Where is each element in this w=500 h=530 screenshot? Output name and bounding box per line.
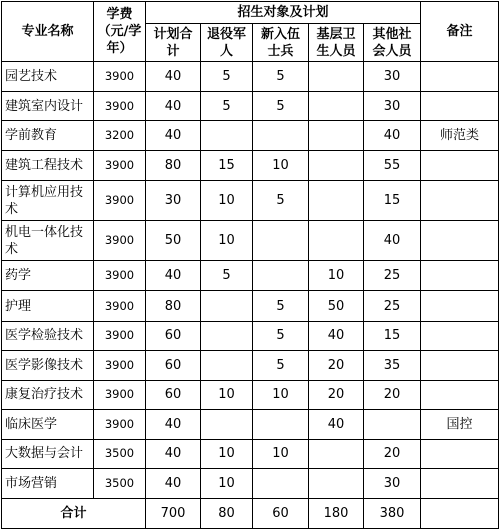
major-name: 计算机应用技术	[2, 181, 94, 221]
new-soldiers-count: 10	[253, 439, 309, 468]
table-row	[2, 151, 499, 181]
remark	[421, 439, 499, 468]
header-grassroots-health: 基层卫生人员	[309, 24, 364, 62]
grassroots-count	[309, 121, 364, 151]
major-name: 市场营销	[2, 468, 94, 498]
remark	[421, 350, 499, 380]
plan-total: 40	[146, 92, 201, 121]
total-veterans: 80	[201, 499, 253, 529]
grassroots-count: 10	[309, 261, 364, 291]
total-label: 合计	[2, 499, 146, 529]
major-name: 临床医学	[2, 409, 94, 439]
table-row	[2, 261, 499, 291]
others-count: 40	[364, 121, 421, 151]
tuition-fee: 3900	[94, 380, 146, 409]
total-remark	[421, 499, 499, 529]
table-row	[2, 62, 499, 92]
remark	[421, 151, 499, 181]
veterans-count: 10	[201, 221, 253, 261]
others-count: 30	[364, 62, 421, 92]
tuition-fee: 3900	[94, 321, 146, 350]
tuition-fee: 3900	[94, 350, 146, 380]
tuition-fee: 3500	[94, 468, 146, 498]
tuition-fee: 3900	[94, 291, 146, 321]
table-row	[2, 439, 499, 468]
remark: 国控	[421, 409, 499, 439]
total-row	[2, 499, 499, 529]
major-name: 学前教育	[2, 121, 94, 151]
major-name: 药学	[2, 261, 94, 291]
grassroots-count	[309, 62, 364, 92]
tuition-fee: 3900	[94, 409, 146, 439]
grassroots-count	[309, 181, 364, 221]
remark	[421, 92, 499, 121]
grassroots-count	[309, 151, 364, 181]
major-name: 园艺技术	[2, 62, 94, 92]
plan-total: 80	[146, 151, 201, 181]
tuition-fee: 3900	[94, 261, 146, 291]
new-soldiers-count: 5	[253, 291, 309, 321]
header-plan-total: 计划合计	[146, 24, 201, 62]
table-row	[2, 321, 499, 350]
total-grassroots: 180	[309, 499, 364, 529]
header-target-group: 招生对象及计划	[146, 2, 421, 24]
new-soldiers-count: 5	[253, 62, 309, 92]
header-remark: 备注	[421, 2, 499, 62]
others-count: 30	[364, 92, 421, 121]
header-name: 专业名称	[2, 2, 94, 62]
grassroots-count: 20	[309, 350, 364, 380]
header-row-top	[2, 2, 499, 24]
major-name: 医学检验技术	[2, 321, 94, 350]
others-count	[364, 409, 421, 439]
veterans-count: 10	[201, 439, 253, 468]
header-others: 其他社会人员	[364, 24, 421, 62]
remark	[421, 221, 499, 261]
plan-total: 40	[146, 468, 201, 498]
tuition-fee: 3900	[94, 221, 146, 261]
others-count: 15	[364, 181, 421, 221]
table-row	[2, 221, 499, 261]
remark	[421, 261, 499, 291]
veterans-count: 5	[201, 261, 253, 291]
grassroots-count: 40	[309, 321, 364, 350]
veterans-count: 10	[201, 181, 253, 221]
tuition-fee: 3900	[94, 62, 146, 92]
plan-total: 40	[146, 439, 201, 468]
plan-total: 40	[146, 62, 201, 92]
plan-total: 80	[146, 291, 201, 321]
others-count: 20	[364, 380, 421, 409]
tuition-fee: 3900	[94, 151, 146, 181]
total-plan: 700	[146, 499, 201, 529]
tuition-fee: 3900	[94, 181, 146, 221]
enrollment-plan-table	[1, 1, 499, 529]
table-row	[2, 468, 499, 498]
new-soldiers-count	[253, 261, 309, 291]
grassroots-count: 50	[309, 291, 364, 321]
table-row	[2, 350, 499, 380]
others-count: 25	[364, 291, 421, 321]
table-row	[2, 92, 499, 121]
table-row	[2, 121, 499, 151]
others-count: 20	[364, 439, 421, 468]
new-soldiers-count	[253, 221, 309, 261]
veterans-count	[201, 409, 253, 439]
veterans-count	[201, 291, 253, 321]
new-soldiers-count: 5	[253, 92, 309, 121]
veterans-count: 15	[201, 151, 253, 181]
new-soldiers-count: 5	[253, 350, 309, 380]
grassroots-count	[309, 468, 364, 498]
plan-total: 30	[146, 181, 201, 221]
new-soldiers-count	[253, 468, 309, 498]
plan-total: 60	[146, 350, 201, 380]
veterans-count: 10	[201, 380, 253, 409]
table-row	[2, 380, 499, 409]
remark	[421, 321, 499, 350]
grassroots-count: 40	[309, 409, 364, 439]
new-soldiers-count	[253, 409, 309, 439]
header-veterans: 退役军人	[201, 24, 253, 62]
remark	[421, 380, 499, 409]
others-count: 35	[364, 350, 421, 380]
grassroots-count: 20	[309, 380, 364, 409]
major-name: 康复治疗技术	[2, 380, 94, 409]
veterans-count: 5	[201, 62, 253, 92]
tuition-fee: 3500	[94, 439, 146, 468]
plan-total: 60	[146, 321, 201, 350]
veterans-count: 10	[201, 468, 253, 498]
major-name: 大数据与会计	[2, 439, 94, 468]
veterans-count	[201, 350, 253, 380]
plan-total: 40	[146, 121, 201, 151]
remark	[421, 291, 499, 321]
total-new-soldiers: 60	[253, 499, 309, 529]
tuition-fee: 3900	[94, 92, 146, 121]
veterans-count	[201, 121, 253, 151]
others-count: 30	[364, 468, 421, 498]
table-body	[2, 62, 499, 499]
major-name: 建筑工程技术	[2, 151, 94, 181]
others-count: 15	[364, 321, 421, 350]
new-soldiers-count	[253, 121, 309, 151]
grassroots-count	[309, 439, 364, 468]
plan-total: 50	[146, 221, 201, 261]
new-soldiers-count: 5	[253, 321, 309, 350]
grassroots-count	[309, 221, 364, 261]
others-count: 55	[364, 151, 421, 181]
veterans-count: 5	[201, 92, 253, 121]
remark	[421, 468, 499, 498]
grassroots-count	[309, 92, 364, 121]
major-name: 建筑室内设计	[2, 92, 94, 121]
plan-total: 40	[146, 261, 201, 291]
remark	[421, 181, 499, 221]
new-soldiers-count: 10	[253, 151, 309, 181]
others-count: 25	[364, 261, 421, 291]
new-soldiers-count: 10	[253, 380, 309, 409]
header-fee: 学费（元/学年）	[94, 2, 146, 62]
new-soldiers-count: 5	[253, 181, 309, 221]
total-others: 380	[364, 499, 421, 529]
table-row	[2, 409, 499, 439]
major-name: 护理	[2, 291, 94, 321]
plan-total: 40	[146, 409, 201, 439]
major-name: 机电一体化技术	[2, 221, 94, 261]
others-count: 40	[364, 221, 421, 261]
tuition-fee: 3200	[94, 121, 146, 151]
header-new-soldiers: 新入伍士兵	[253, 24, 309, 62]
remark: 师范类	[421, 121, 499, 151]
table-row	[2, 181, 499, 221]
major-name: 医学影像技术	[2, 350, 94, 380]
veterans-count	[201, 321, 253, 350]
plan-total: 60	[146, 380, 201, 409]
remark	[421, 62, 499, 92]
table-row	[2, 291, 499, 321]
